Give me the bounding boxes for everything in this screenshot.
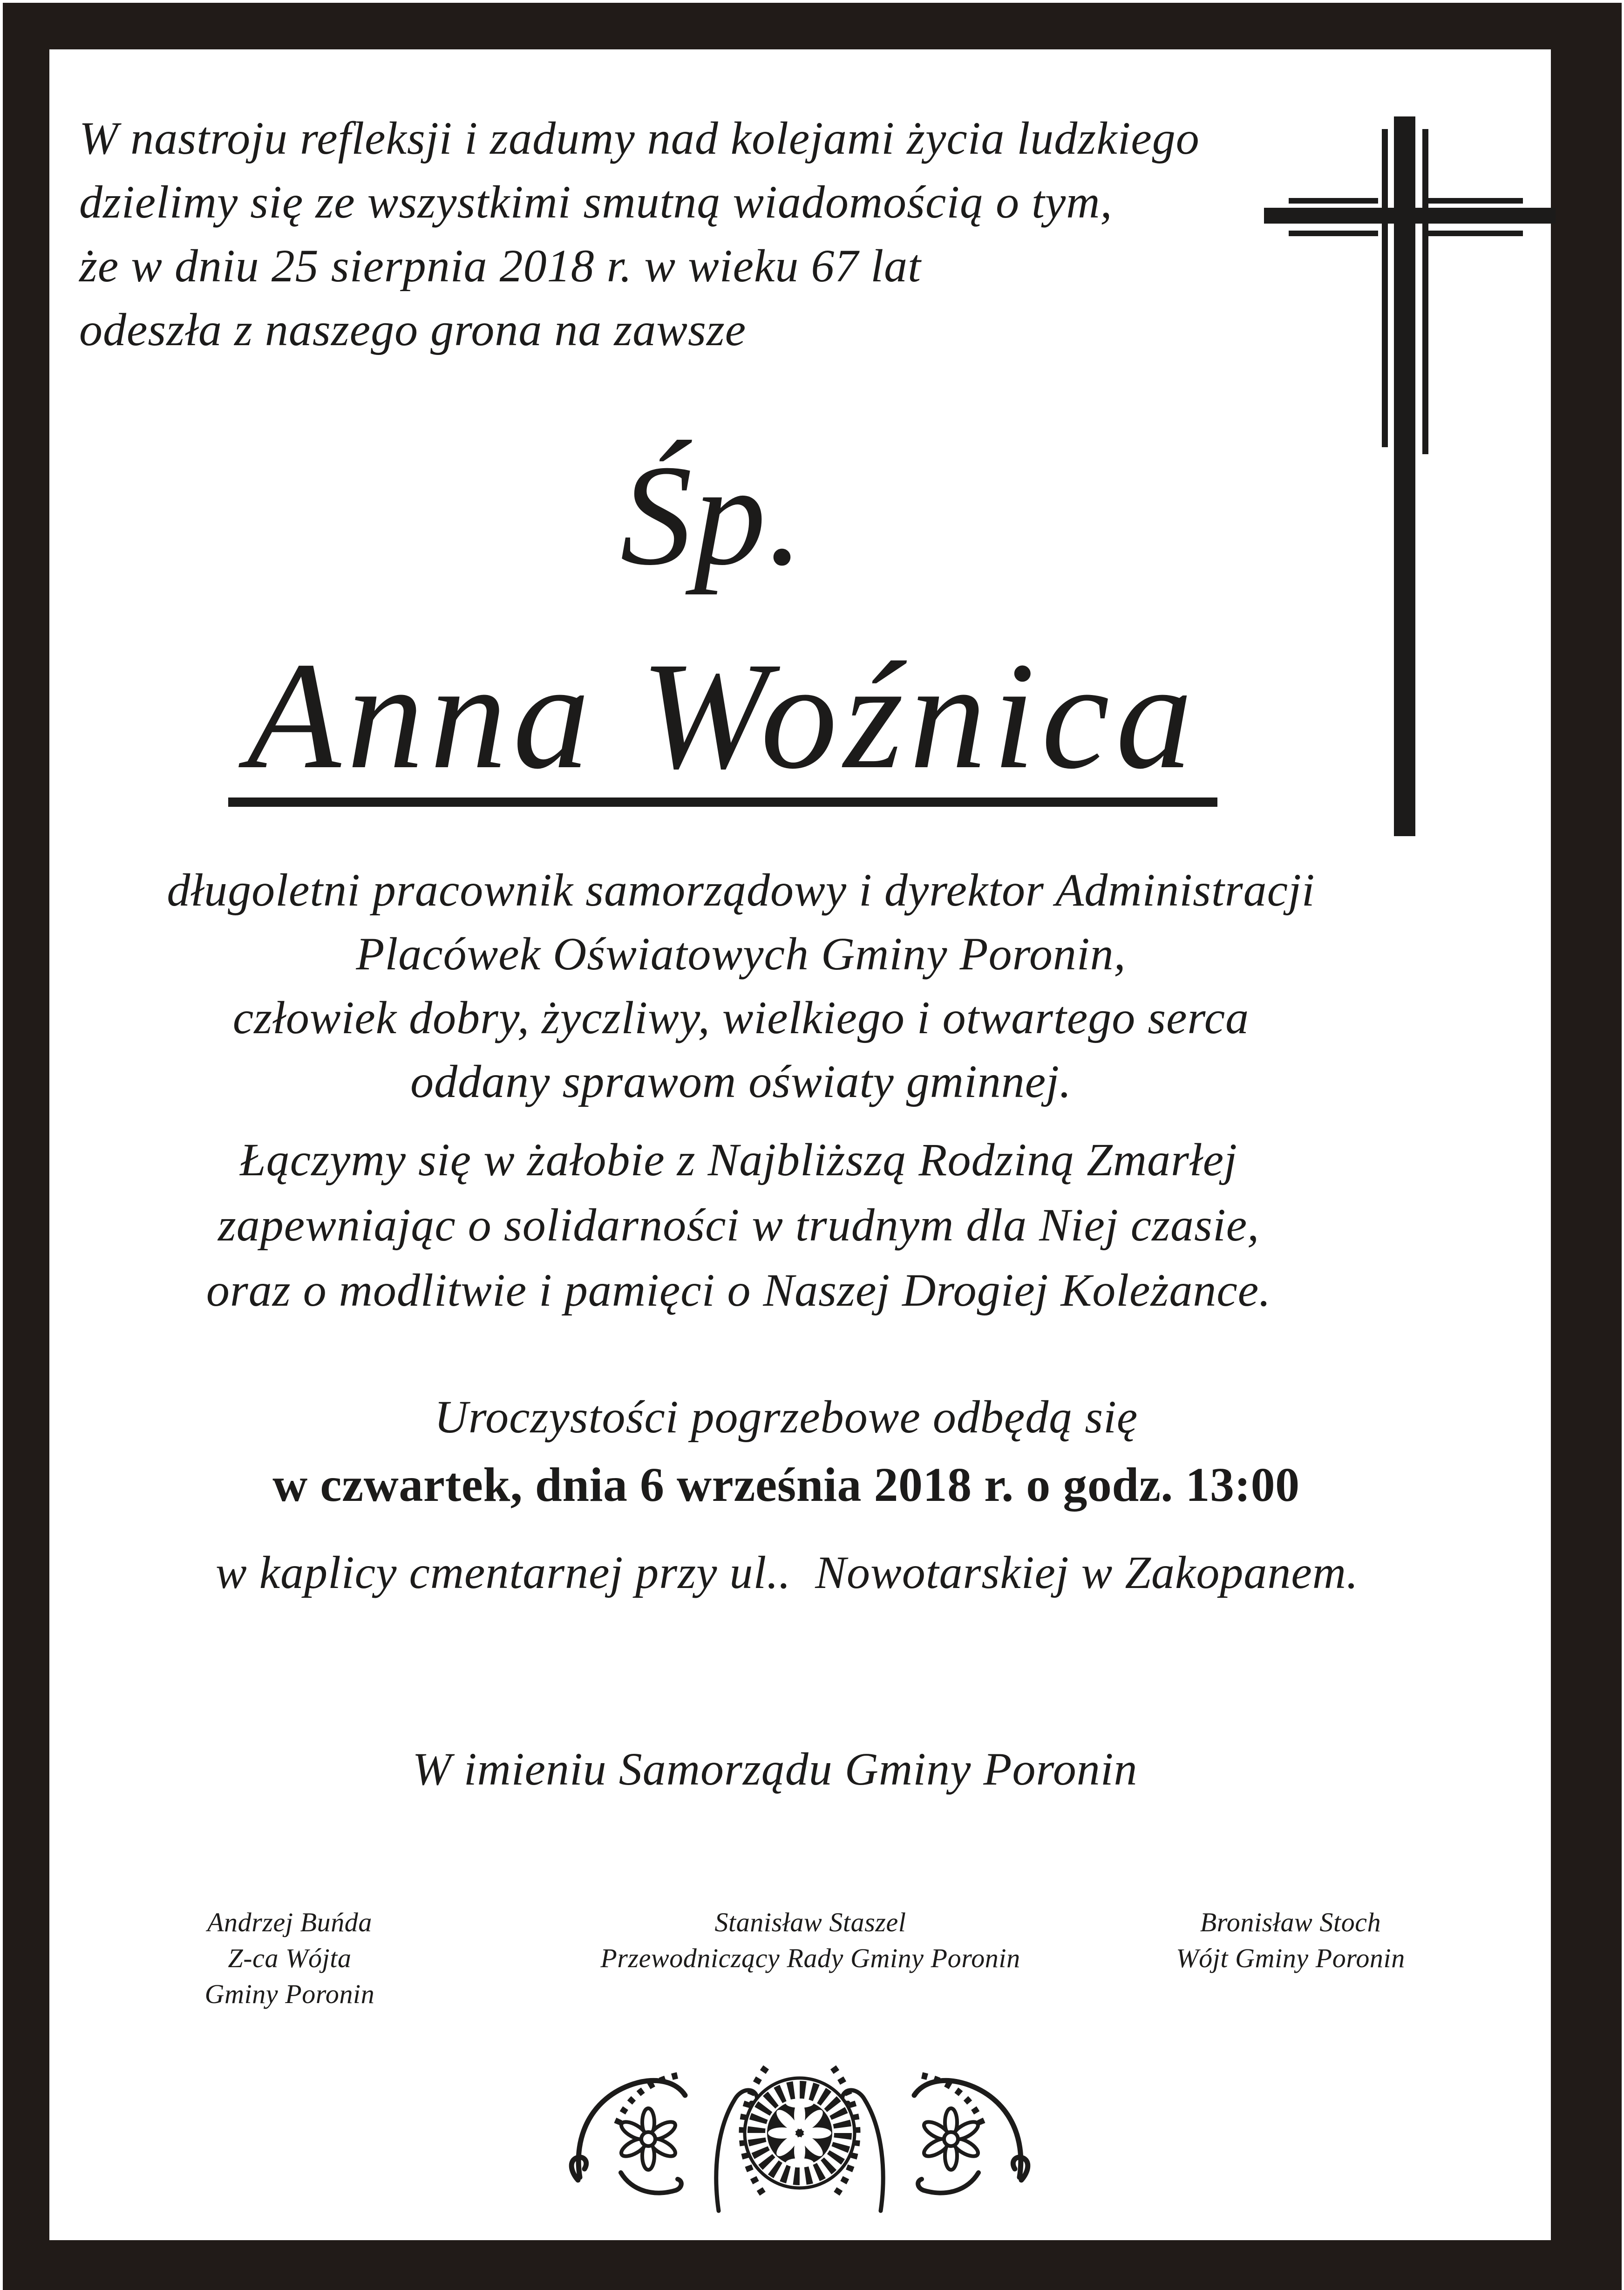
ornament-medallion [745, 2078, 855, 2188]
condolence-line: Łączymy się w żałobie z Najbliższą Rodziną Zmarłej [240, 1134, 1237, 1186]
cross-echo-bottom-right [1424, 231, 1523, 236]
signatory-title: Przewodniczący Rady Gminy Poronin [600, 1943, 1020, 1973]
signatory-name: Andrzej Buńda [207, 1907, 372, 1937]
tribute-line: człowiek dobry, życzliwy, wielkiego i otwartego serca [232, 992, 1250, 1043]
deceased-name: Anna Woźnica [228, 639, 1217, 807]
tribute-paragraph [49, 858, 1433, 1113]
tribute-line: długoletni pracownik samorządowy i dyrektor Administracji [167, 864, 1315, 916]
ceremony-intro: Uroczystości pogrzebowe odbędą się [434, 1391, 1138, 1443]
intro-line: że w dniu 25 sierpnia 2018 r. w wieku 67 lat [79, 240, 921, 292]
signatory-title: Wójt Gminy Poronin [1176, 1943, 1405, 1973]
ceremony-date: w czwartek, dnia 6 września 2018 r. o godz. 13:00 [272, 1458, 1300, 1512]
intro-paragraph [79, 106, 1200, 361]
cross-echo-bottom-left [1289, 231, 1378, 236]
signatory-name: Stanisław Staszel [714, 1907, 906, 1937]
tribute-line: Placówek Oświatowych Gminy Poronin, [356, 928, 1126, 980]
intro-line: W nastroju refleksji i zadumy nad kolejami życia ludzkiego [79, 112, 1200, 164]
on-behalf-line: W imieniu Samorządu Gminy Poronin [412, 1743, 1138, 1795]
signatory-right [1104, 1904, 1477, 1976]
signatory-left [173, 1904, 406, 2012]
deceased-name-row [0, 631, 1446, 807]
cross-echo-left [1382, 129, 1388, 447]
condolence-line: oraz o modlitwie i pamięci o Naszej Drogiej Koleżance. [206, 1264, 1271, 1316]
signatory-middle [578, 1904, 1043, 1976]
cross-echo-right [1422, 129, 1428, 454]
ceremony-location: w kaplicy cmentarnej przy ul.. Nowotarskiej w Zakopanem. [216, 1547, 1359, 1598]
condolence-paragraph [49, 1127, 1428, 1323]
intro-line: odeszła z naszego grona na zawsze [79, 304, 747, 355]
cross-echo-top-left [1289, 198, 1378, 204]
honorific: Śp. [620, 436, 805, 595]
folk-ornament-icon [562, 2055, 1037, 2218]
cross-arm [1264, 208, 1556, 224]
signatory-title: Z-ca Wójta [228, 1943, 352, 1973]
signatory-title: Gminy Poronin [204, 1979, 375, 2009]
cross-echo-top-right [1424, 198, 1523, 204]
signatory-name: Bronisław Stoch [1200, 1907, 1381, 1937]
condolence-line: zapewniając o solidarności w trudnym dla Niej czasie, [217, 1199, 1260, 1251]
tribute-line: oddany sprawom oświaty gminnej. [410, 1056, 1072, 1107]
intro-line: dzielimy się ze wszystkimi smutną wiadomością o tym, [79, 176, 1113, 228]
